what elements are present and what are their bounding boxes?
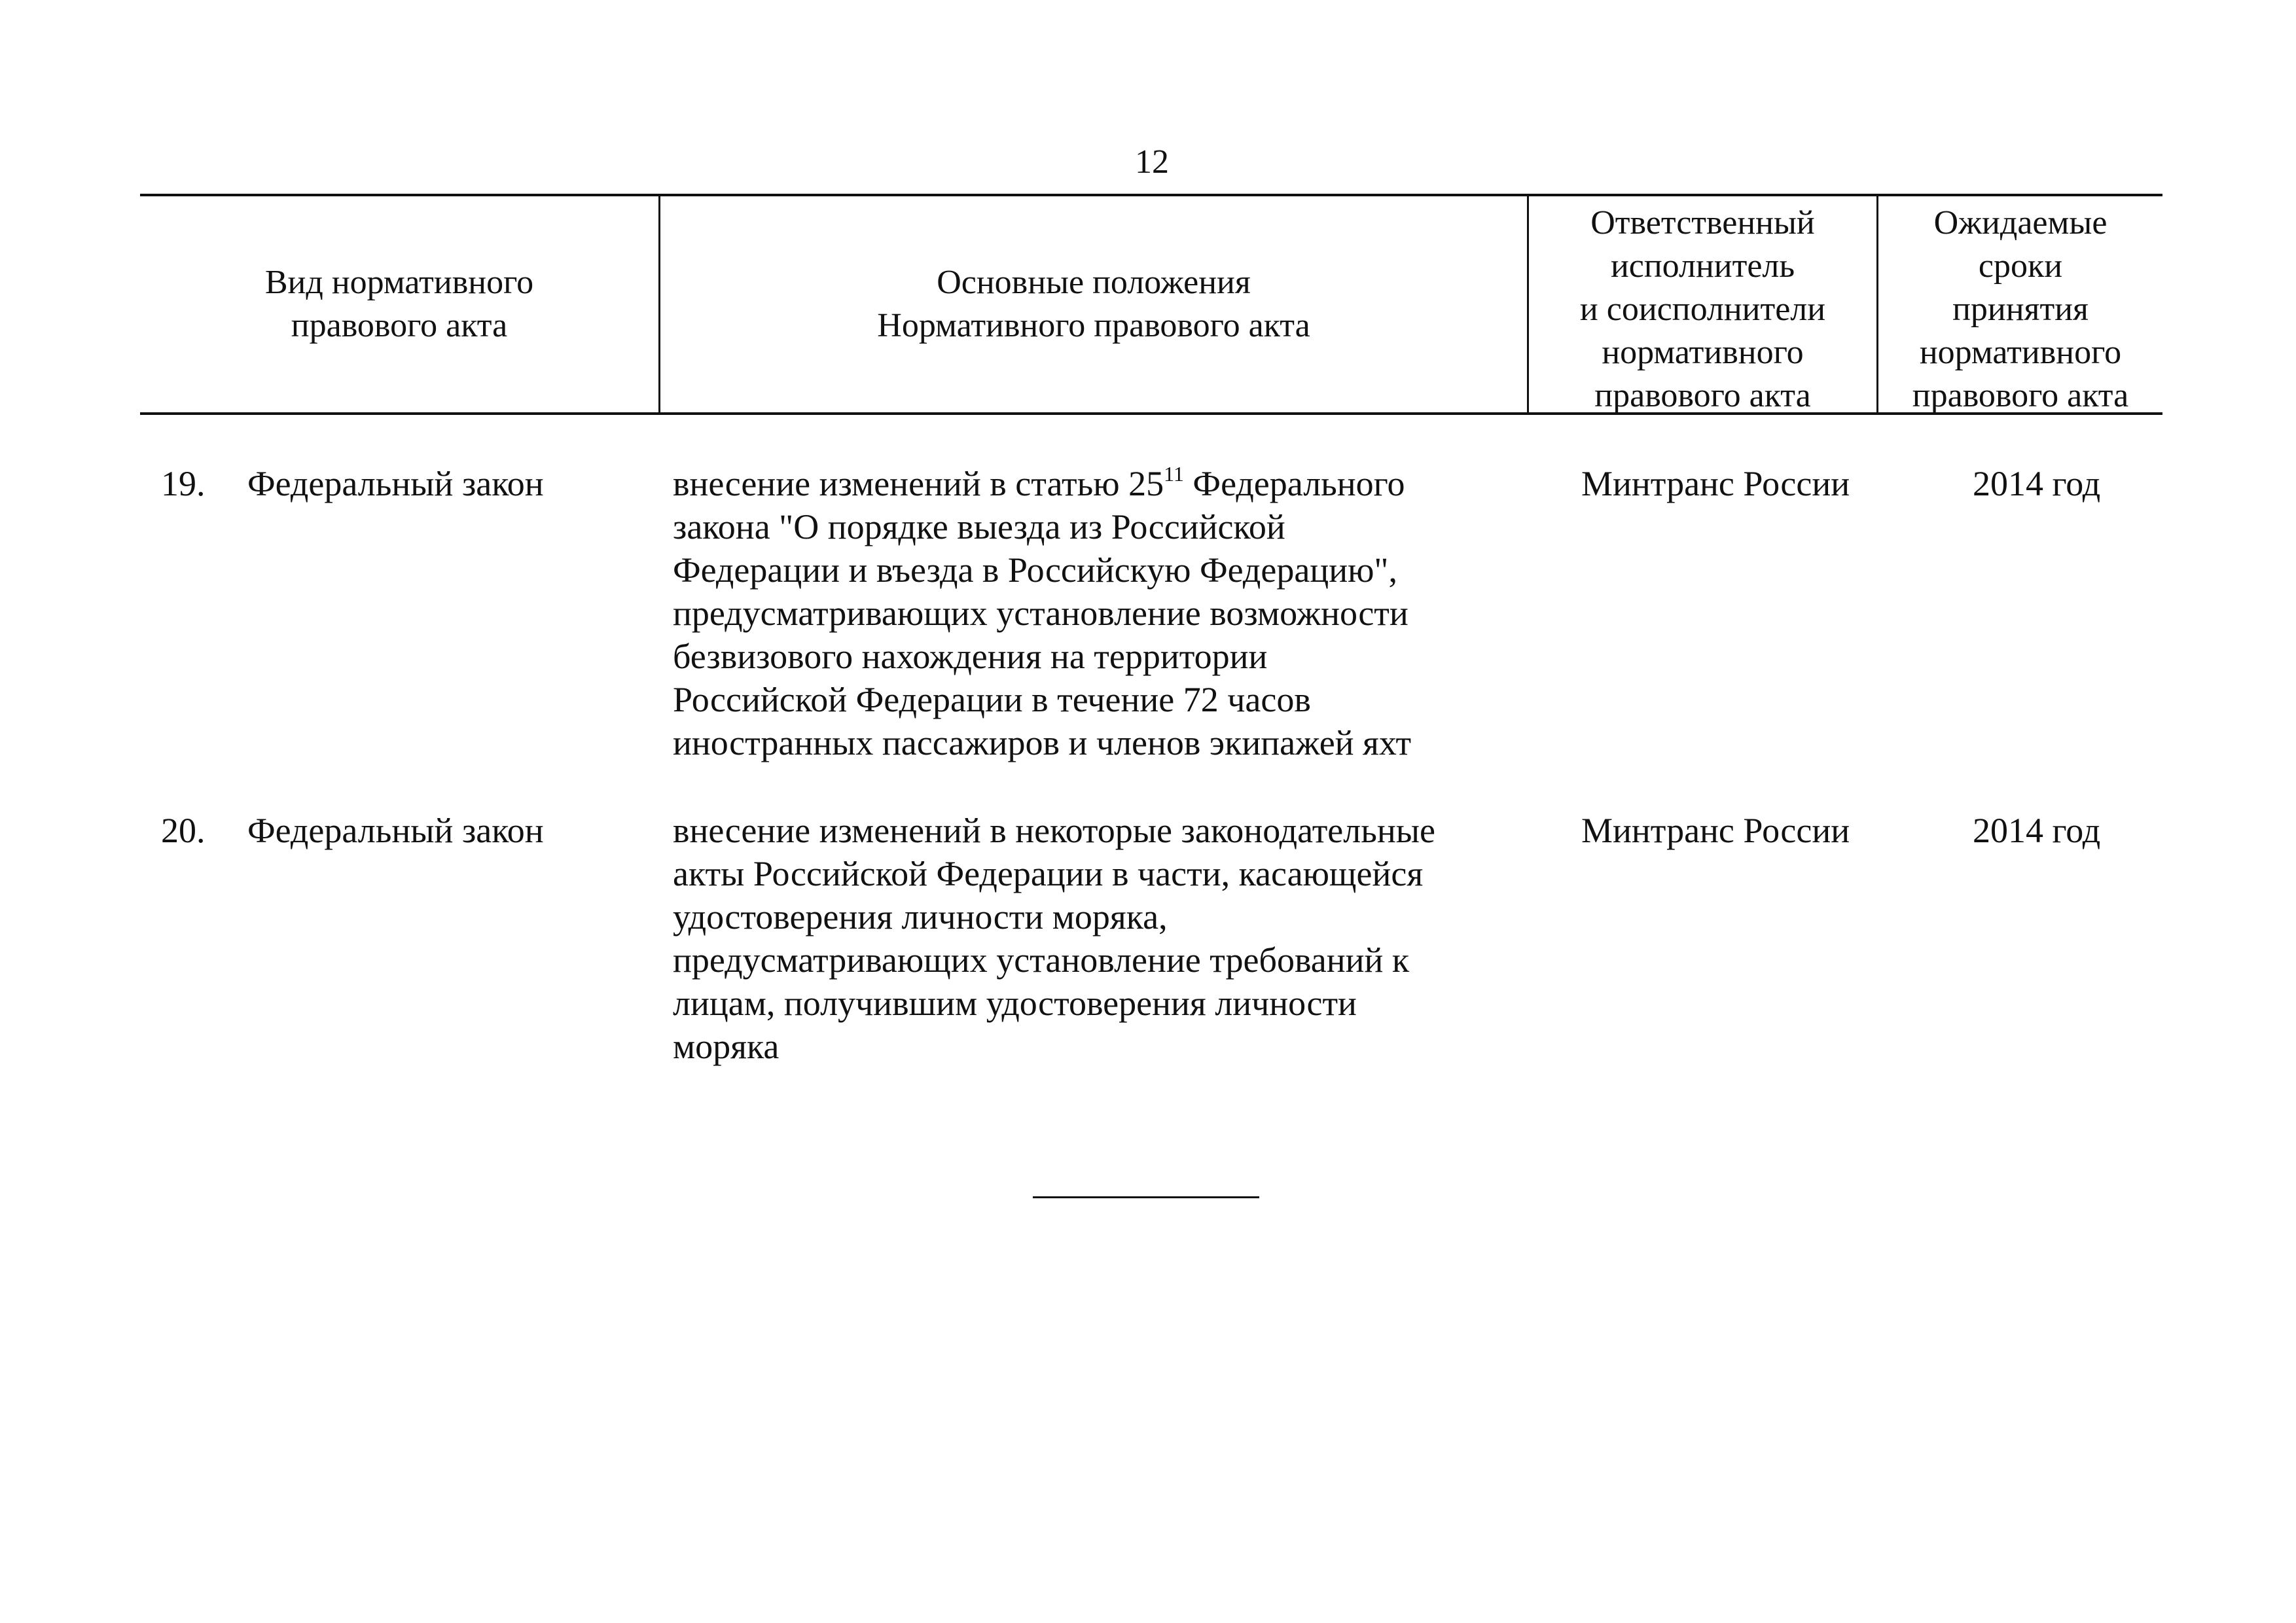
row-term: 2014 год (1973, 811, 2101, 850)
description-line: Федерации и въезда в Российскую Федерацию", (673, 550, 1397, 590)
header-line: правового акта (291, 307, 508, 344)
end-of-table-rule (1033, 1196, 1259, 1198)
header-line: и соисполнители (1579, 291, 1826, 328)
header-term (1878, 195, 2162, 419)
description-line: внесение изменений в некоторые законодательные (673, 811, 1435, 850)
header-line: сроки (1978, 247, 2063, 285)
description-line: безвизового нахождения на территории (673, 637, 1268, 676)
row-description (673, 462, 1524, 764)
header-provisions (660, 195, 1527, 414)
description-line: моряка (673, 1027, 780, 1066)
header-line: принятия (1952, 291, 2089, 328)
description-line: предусматривающих установление требований к (673, 940, 1410, 980)
description-line (673, 462, 1524, 505)
header-line: нормативного (1919, 334, 2122, 371)
row-kind: Федеральный закон (247, 811, 544, 850)
row-executor: Минтранс России (1581, 464, 1850, 503)
description-line: иностранных пассажиров и членов экипажей яхт (673, 723, 1412, 762)
article-superscript: 11 (1164, 462, 1184, 486)
header-executor (1529, 195, 1876, 419)
header-line: исполнитель (1610, 247, 1795, 285)
header-line: нормативного (1602, 334, 1804, 371)
header-line: Ответственный (1590, 204, 1815, 241)
row-term: 2014 год (1973, 464, 2101, 503)
header-line: Ожидаемые (1933, 204, 2108, 241)
row-executor: Минтранс России (1581, 811, 1850, 850)
row-description (673, 809, 1524, 1068)
description-line: Российской Федерации в течение 72 часов (673, 680, 1311, 719)
description-text: Федерального (1183, 464, 1405, 503)
description-line: предусматривающих установление возможности (673, 594, 1408, 633)
row-kind: Федеральный закон (247, 464, 544, 503)
header-kind (140, 195, 658, 414)
description-line: акты Российской Федерации в части, касающейся (673, 854, 1424, 893)
row-number: 20. (161, 811, 206, 850)
page-number: 12 (1135, 143, 1169, 181)
description-line: закона "О порядке выезда из Российской (673, 507, 1285, 546)
description-text: внесение изменений в статью 25 (673, 464, 1164, 503)
header-line: правового акта (1594, 377, 1811, 414)
header-line: правового акта (1912, 377, 2129, 414)
header-line: Вид нормативного (264, 264, 534, 301)
description-line: лицам, получившим удостоверения личности (673, 984, 1357, 1023)
header-line: Нормативного правового акта (877, 307, 1310, 344)
row-number: 19. (161, 464, 206, 503)
header-line: Основные положения (937, 264, 1251, 301)
description-line: удостоверения личности моряка, (673, 897, 1168, 936)
